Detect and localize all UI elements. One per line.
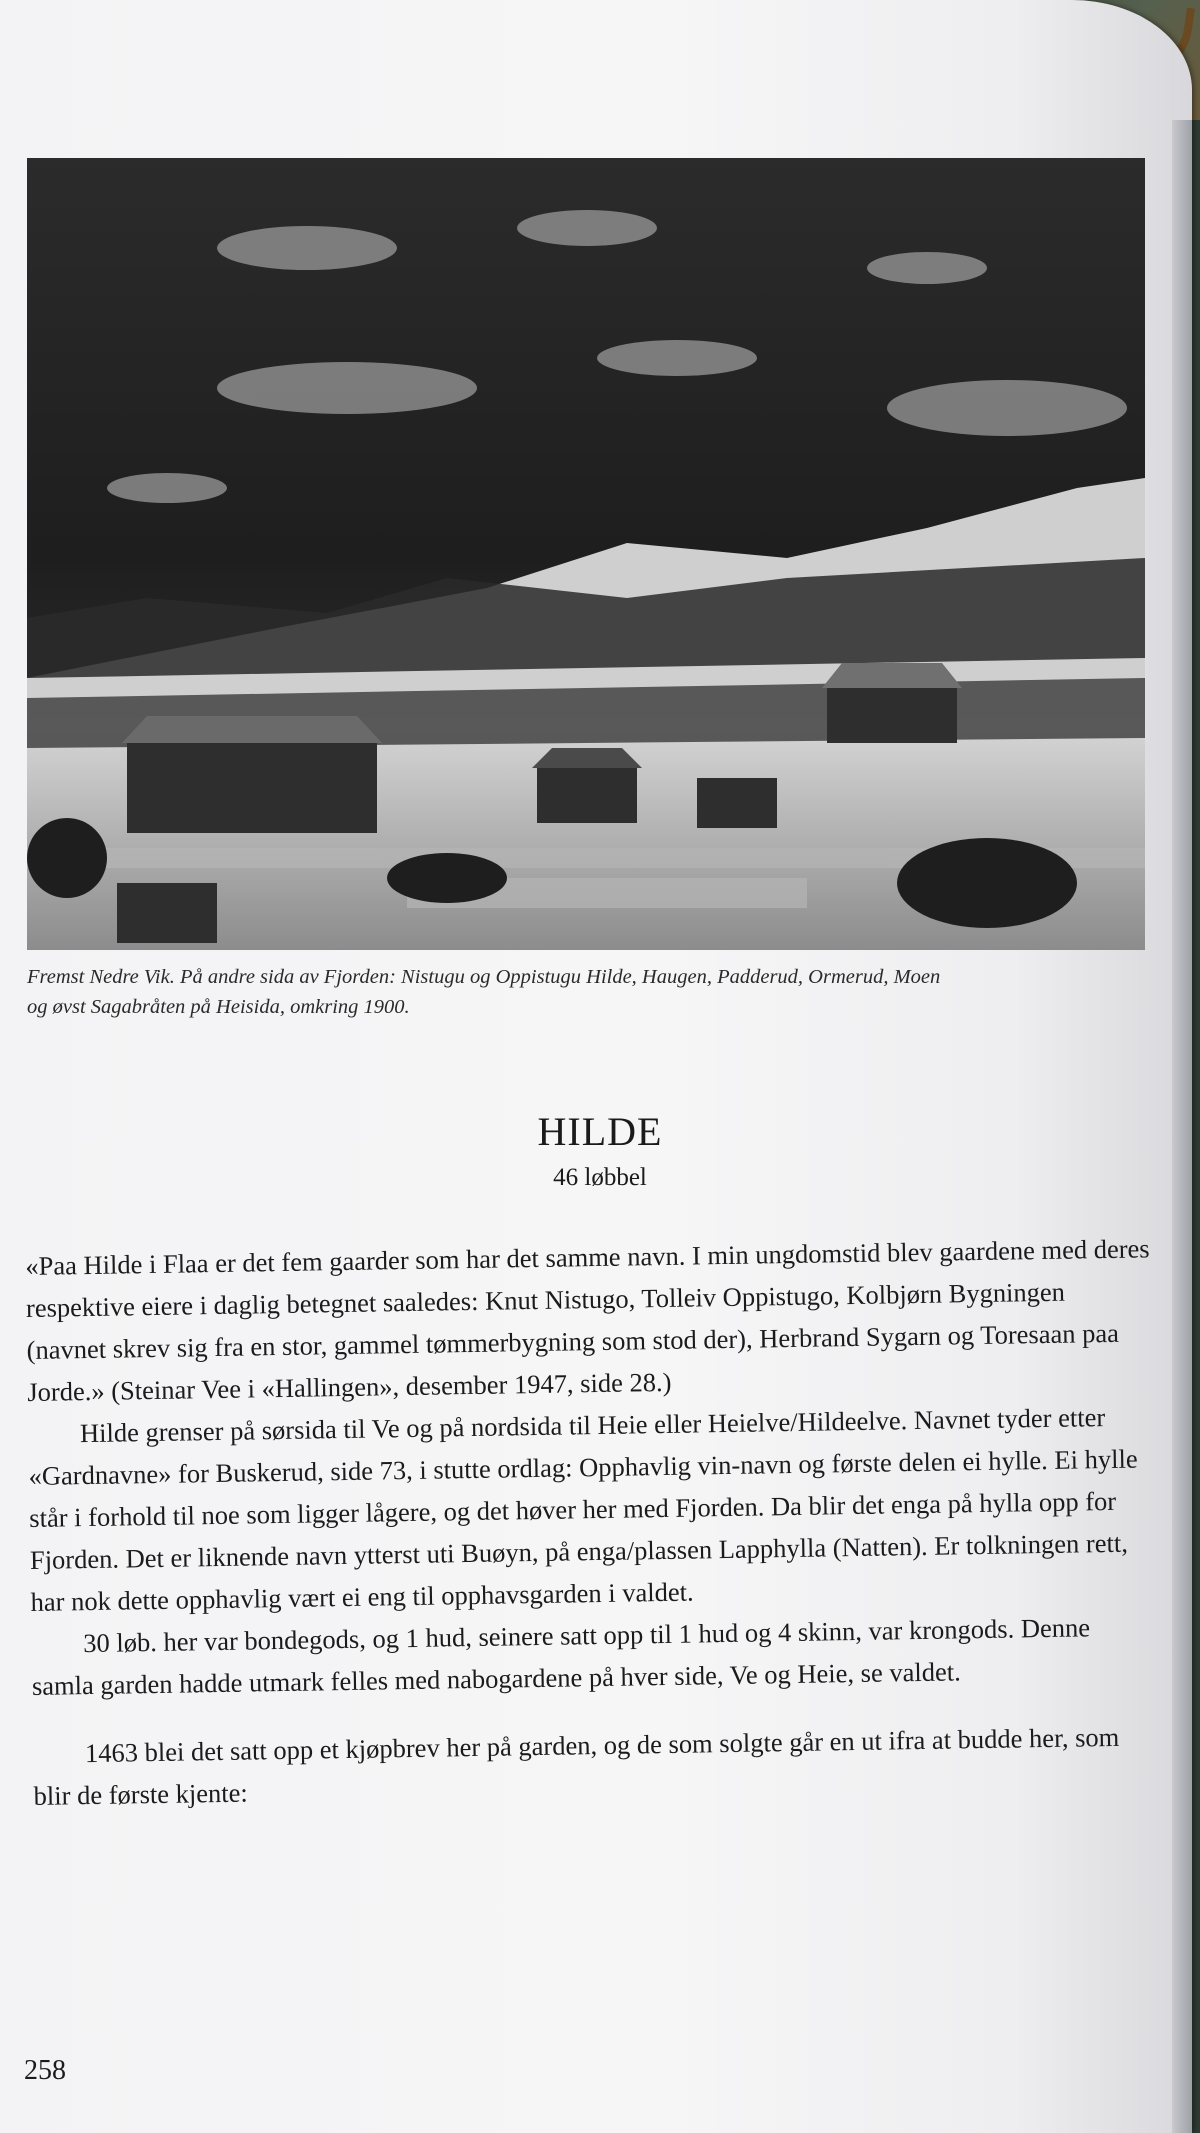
caption-line-1: Fremst Nedre Vik. På andre sida av Fjorden: Nistugu og Oppistugu Hilde, Haugen, Padderud, Ormerud, Moen — [27, 966, 941, 988]
caption-line-2: og øvst Sagabråten på Heisida, omkring 1900. — [27, 996, 410, 1018]
paragraph-4: 1463 blei det satt opp et kjøpbrev her på garden, og de som solgte går en ut ifra at budde her, som blir de første kjente: — [33, 1721, 1120, 1811]
chapter-subtitle: 46 løbbel — [553, 1164, 647, 1191]
page-number: 258 — [24, 2055, 66, 2086]
paragraph-2: Hilde grenser på sørsida til Ve og på nordsida til Heie eller Heielve/Hildeelve. Navnet tyder etter «Gardnavne» for Buskerud, side 73, i stutte ordlag: Opphavlig vin-navn og første delen ei hylle. Ei hylle står i forhold til noe som ligger lågere, og det høver her med Fjorden. Da blir det enga på hylla opp for Fjorden. Det er liknende navn ytterst uti Buøyn, på enga/plassen Lapphylla (Natten). Er tolkningen rett, har nok dette opphavlig vært ei eng til opphavsgarden i valdet. — [28, 1402, 1138, 1617]
paragraph-1: «Paa Hilde i Flaa er det fem gaarder som har det samme navn. I min ungdomstid blev gaardene med deres respektive eiere i daglig betegnet saaledes: Knut Nistugo, Tolleiv Oppistugo, Kolbjørn Bygningen (navnet skrev sig fra en stor, gammel tømmerbygning som stod der), Herbrand Sygarn og Toresaan paa Jorde.» (Steinar Vee i «Hallingen», desember 1947, side 28.) — [25, 1233, 1150, 1407]
paragraph-3: 30 løb. her var bondegods, og 1 hud, seinere satt opp til 1 hud og 4 skinn, var krongods. Denne samla garden hadde utmark felles med nabogardene på hver side, Ve og Heie, se valdet. — [31, 1612, 1091, 1701]
photo-caption — [27, 962, 1152, 1022]
landscape-photo — [27, 158, 1145, 950]
body-text — [25, 1227, 1159, 1817]
chapter-title: HILDE — [537, 1109, 663, 1154]
landscape-photo-icon — [27, 158, 1145, 950]
